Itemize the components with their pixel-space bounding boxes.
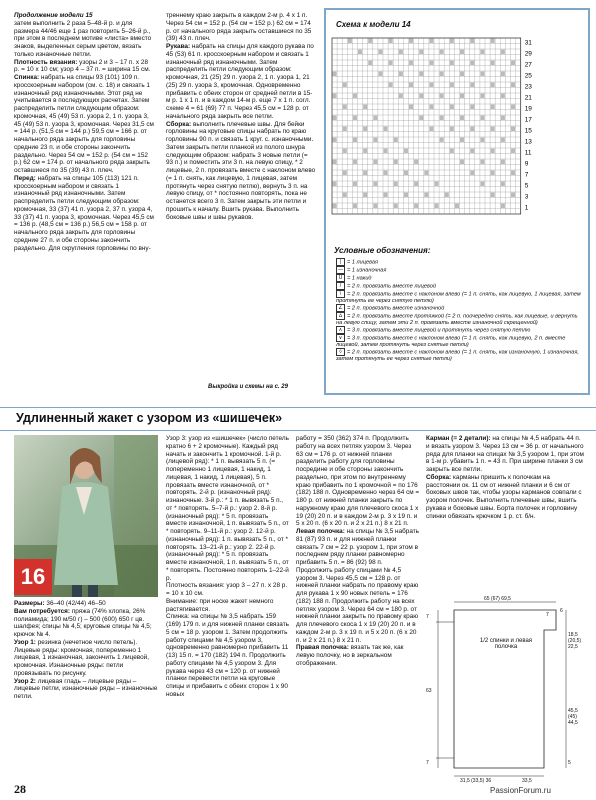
shaded-cell [470, 39, 474, 44]
shaded-cell [470, 83, 474, 88]
shaded-cell [333, 160, 337, 165]
legend-text: = 3 п. провязать вместе лицевой и протянуть через снятую петлю [347, 327, 531, 334]
shaded-cell [491, 127, 495, 132]
shaded-cell [389, 61, 393, 66]
row-number: 21 [524, 94, 532, 102]
shaded-cell [414, 182, 418, 187]
shaded-cell [353, 116, 357, 121]
shaded-cell [419, 50, 423, 55]
shaded-cell [409, 61, 413, 66]
shaded-cell [460, 138, 464, 143]
shaded-cell [501, 94, 505, 99]
paragraph [14, 600, 158, 608]
shaded-cell [353, 204, 357, 209]
paragraph: Внимание: при носке жакет немного растягивается. [166, 597, 274, 613]
shaded-cell [429, 83, 433, 88]
shaded-cell [333, 72, 337, 77]
row-number: 15 [524, 127, 532, 135]
shaded-cell [501, 138, 505, 143]
shaded-cell [491, 171, 495, 176]
diagram-panel [324, 8, 590, 395]
shaded-cell [419, 94, 423, 99]
shaded-cell [343, 105, 347, 110]
dim-right-bottom: 5 [568, 760, 571, 766]
shaded-cell [440, 72, 444, 77]
row-number: 13 [524, 138, 532, 146]
legend-symbol: ∠ [336, 304, 345, 312]
shaded-cell [491, 193, 495, 198]
shaded-cell [399, 72, 403, 77]
site-watermark: PassionForum.ru [490, 786, 551, 795]
text: на спицы № 4,5 набрать 44 п. и вязать узором 3. Через 13 см = 36 р. от начального ряда для планки на спицах № 3,5 узором 1, при этом в 1-м р. убавить 1 п. = 43 п. При ширине планки 3 см закрыть все петли. [426, 435, 584, 473]
legend-text: = 3 п. провязать вместе с наклоном влево (= 1 п. снять, как лицевую, 2 п. вместе лицевой, затем протянуть через снятые петли) [336, 335, 566, 349]
shaded-cell [450, 105, 454, 110]
text-column-2 [166, 12, 316, 221]
paragraph: работу = 350 (362) 374 п. Продолжить работу на всех петлях узором 3. Через 63 см = 176 р. от нижней планки разделить работу для горловины посредине и обе стороны закончить раздельно, при этом по внутреннему краю прибавить по 1 кромочной = по 176 (182) 188 п. Одновременно через 64 см = 180 р. от нижней планки закрыть по наружному краю для плечевого скоса 1 х 19 (20) 20 п. и в каждом 2-м р. 3 х 19 п. и 5 х 20 п. (6 х 20 п. и 2 х 21 п.) 8 х 21 п. [296, 435, 420, 528]
shaded-cell [389, 39, 393, 44]
section-title-bar [0, 407, 596, 431]
text-column-5 [296, 435, 420, 668]
shaded-cell [424, 171, 428, 176]
row-number: 25 [524, 72, 532, 80]
shaded-cell [333, 138, 337, 143]
shaded-cell [384, 149, 388, 154]
legend-symbol: ∧ [336, 326, 345, 334]
text: лицевая гладь – лицевые ряды – лицевые петли, изнаночные ряды – изнаночные петли. [14, 677, 158, 700]
paragraph [426, 435, 584, 474]
legend-text: = 1 накид [347, 275, 372, 282]
legend-text: = 2 п. провязать вместе протяжкой (= 2 п. поочередно снять, как лицевые, и вернуть на левую спицу, затем эти 2 п. провязать вместе изнаночной скрещенной) [336, 313, 578, 327]
paragraph [426, 474, 584, 521]
shaded-cell [491, 39, 495, 44]
shaded-cell [501, 204, 505, 209]
shaded-cell [440, 116, 444, 121]
label: Левая полочка: [296, 528, 345, 535]
dim-bottom-right: 33,5 [522, 778, 532, 784]
shaded-cell [343, 83, 347, 88]
shaded-cell [363, 171, 367, 176]
text-column-4 [166, 435, 290, 699]
paragraph [14, 678, 158, 701]
shaded-cell [373, 182, 377, 187]
shaded-cell [501, 160, 505, 165]
text: на спицы № 3,5 набрать 81 (87) 93 п. и для нижней планки связать 7 см = 22 р. узором 1, при этом в последнем ряду планки равномерно прибавить 5 п. = 86 (92) 98 п. Продолжить работу спицами № 4,5 узором 3. Через 45,5 см = 128 р. от нижней планки набрать по правому краю для рукава 1 х 90 новых петель = 176 (182) 188 п. Продолжить работу на всех петлях узором 3. Через 64 см = 180 р. от нижней планки закрыть по правому краю для плечевого скоса 1 х 19 (20) 20 п. и в каждом 2-м р. 3 х 19 п. и 5 х 20 п. (6 х 20 п. и 2 х 21 п.) 8 х 21 п. [296, 528, 420, 644]
text: узоры 2 и 3 – 17 п. х 28 р. = 10 х 10 см; узор 4 – 37 п. = ширина 15 см. [14, 58, 151, 74]
paragraph [14, 74, 154, 175]
shaded-cell [445, 193, 449, 198]
legend-text: = 1 лицевая [347, 259, 378, 266]
label: Правая полочка: [296, 644, 349, 652]
shaded-cell [480, 138, 484, 143]
shaded-cell [501, 116, 505, 121]
shaded-cell [511, 171, 515, 176]
shaded-cell [480, 182, 484, 187]
text: 36–40 (42/44) 46–50 [44, 600, 106, 607]
legend-symbol: U [336, 274, 345, 282]
shaded-cell [394, 138, 398, 143]
legend-symbol: ∆ [336, 312, 345, 320]
shaded-cell [389, 83, 393, 88]
shaded-cell [511, 193, 515, 198]
row-number: 9 [524, 160, 529, 168]
shaded-cell [363, 149, 367, 154]
row-number: 1 [524, 204, 529, 212]
text: набрать на спицы 93 (101) 109 п. кросскоерным набором (см. с. 18) и связать 1 изнаночный ряд изнаночными. Этот ряд не учитывается в последующих расчетах. Затем распределить петли следующим образом: кромочная, 45 (49) 53 п. узора 2, 1 п. узора 3, 45 (49) 53 п. узора 3, кромочная. Через 31,5 см = 144 р. (51,5 см = 144 р.) 59,5 см = 166 р. от начального ряда закрыть для горловины средние 23 п. и обе стороны закончить раздельно. Через 54 см = 152 р. (54 см = 152 р.) 62 см = 174 р. от начального ряда закрыть оставшиеся по 35 (39) 43 п. плеч. [14, 74, 154, 174]
shaded-cell [511, 127, 515, 132]
shaded-cell [363, 193, 367, 198]
shaded-cell [343, 127, 347, 132]
row-number: 31 [524, 39, 532, 47]
shaded-cell [450, 149, 454, 154]
schematic-label: 1/2 спинки и левая полочка [479, 638, 533, 650]
dim-left-bottom: 7 [426, 760, 429, 766]
shaded-cell [404, 193, 408, 198]
paragraph [296, 644, 420, 667]
shaded-cell [429, 127, 433, 132]
paragraph [14, 639, 158, 678]
shaded-cell [480, 72, 484, 77]
shaded-cell [511, 149, 515, 154]
shaded-cell [460, 160, 464, 165]
shaded-cell [460, 50, 464, 55]
shaded-cell [394, 204, 398, 209]
legend-text: = 2 п. провязать вместе с наклоном влево (= 1 п. снять, как изнаночную, 1 изнаночная, затем протянуть ее через снятые петли) [336, 349, 579, 363]
shaded-cell [480, 50, 484, 55]
shaded-cell [460, 116, 464, 121]
shaded-cell [511, 105, 515, 110]
row-number: 7 [524, 171, 529, 179]
shaded-cell [491, 105, 495, 110]
text: набрать на спицы 105 (113) 121 п. кросскоерным набором и связать 1 изнаночный ряд изнаночными. Затем распределить петли следующим образом: кромочная, 33 (37) 41 п. узора 2, 37 п. узора 4, 33 (37) 41 п. узора 3, кромочная. Через 45,5 см = 136 р. (48,5 см = 136 р.) 56,5 см = 158 р. от начального ряда закрыть для горловины средние 27 п. и обе стороны закончить раздельно. Для скругления горловины по вну- [14, 174, 154, 252]
shaded-cell [450, 61, 454, 66]
text-column-3 [14, 600, 158, 701]
label: Размеры: [14, 600, 45, 607]
legend-title: Условные обозначения: [334, 246, 431, 255]
legend-text: = 2 п. провязать вместе с наклоном влево (= 1 п. снять, как лицевую, 1 лицевая, затем протянуть ее через снятую петлю) [336, 291, 581, 305]
shaded-cell [435, 182, 439, 187]
dim-bottom-left: 31,5 (33,5) 36 [460, 778, 492, 784]
paragraph: Узор 3: узор из «шишечек» (число петель кратно 6 + 2 кромочные). Каждый ряд начать и закончить 1 кромочной. 1-й р. (лицевой ряд): * 1 п. вывязать 5 п. (= попеременно 1 лицевая, 1 накид, 1 лицевая, 1 накид, 1 лицевая), 5 п. провязать вместе изнаночной, от * повторять. 2-й р. (изнаночный ряд): изнаночные. 3-й р.: * 1 п. вывязать 5 п., от * повторять. 5–7-й р.: узор 2. 8-й р. (изнаночный ряд): * 5 п. провязать вместе изнаночной, 1 п. вывязать 5 п., от * повторять. 9–11-й р.: узор 2. 12-й р. (изнаночный ряд): 1 п. вывязать 5 п., от * повторять. 13–21-й р.: узор 2. 22-й р. (изнаночный ряд): * 5 п. провязать вместе изнаночной, 1 п. вывязать 5 п., от * повторять. Постоянно повторять 1–22-й р. [166, 435, 289, 582]
text: вязать так же, как левую полочку, но в зеркальном отображении. [296, 644, 404, 667]
shaded-cell [363, 105, 367, 110]
shaded-cell [511, 61, 515, 66]
shaded-cell [333, 182, 337, 187]
shaded-cell [501, 72, 505, 77]
shaded-cell [399, 50, 403, 55]
text: резинка (нечетное число петель). Лицевые ряды: кромочная, попеременно 1 лицевая, 1 изнаночная, закончить 1 лицевой, кромочная. Изнаночные ряды: петли провязывать по рисунку. [14, 638, 149, 677]
model-photo [14, 435, 158, 597]
shaded-cell [414, 204, 418, 209]
model-number-badge: 16 [14, 559, 52, 595]
garment-schematic [426, 588, 586, 788]
shaded-cell [399, 94, 403, 99]
shaded-cell [501, 50, 505, 55]
shaded-cell [404, 171, 408, 176]
footnote: Выкройка и схемы на с. 29 [208, 384, 288, 390]
paragraph [296, 528, 420, 644]
shaded-cell [368, 39, 372, 44]
shaded-cell [333, 116, 337, 121]
shaded-cell [440, 138, 444, 143]
legend-symbol: ∨ [336, 334, 345, 342]
paragraph [166, 43, 316, 121]
paragraph: треннему краю закрыть в каждом 2-м р. 4 х 1 п. Через 54 см = 152 р. (54 см = 152 р.) 62 см = 174 р. от начального ряда закрыть оставшиеся по 35 (39) 43 п. плеч. [166, 12, 312, 43]
dim-height: 63 [426, 688, 432, 694]
shaded-cell [480, 160, 484, 165]
page-number: 28 [14, 782, 26, 796]
shaded-cell [353, 94, 357, 99]
text-column-1 [14, 12, 154, 252]
shaded-cell [450, 39, 454, 44]
paragraph [166, 121, 316, 222]
shaded-cell [333, 94, 337, 99]
shaded-cell [435, 204, 439, 209]
legend-text: = 2 п. провязать вместе изнаночной [347, 305, 445, 312]
shaded-cell [343, 171, 347, 176]
knitting-chart [326, 30, 588, 230]
row-number: 3 [524, 193, 529, 201]
label: Вам потребуется: [14, 607, 71, 615]
shaded-cell [373, 160, 377, 165]
shaded-cell [491, 61, 495, 66]
shaded-cell [333, 204, 337, 209]
paragraph [14, 59, 154, 75]
section-title: Удлиненный жакет с узором из «шишечек» [16, 411, 283, 425]
text: выполнить плечевые швы. Для бейки горловины на круговые спицы набрать по краю горловины 90 п. и связать 1 круг. с. изнаночными. Затем закрыть петли планкой из полого шнура следующим образом: набрать 3 новые петли (= 93 п.) и поместить эти 3 п. на левую спицу, * 2 лицевые, 2 п. провязать вместе с наклоном влево (= 1 п. снять, как лицевую, 1 лицевая, затем протянуть через снятую петлю), вернуть 3 п. на левую спицу, от * постоянно повторять, пока не останется всего 3 п. Затем закрыть эти петли и прошить к началу. Вшить рукава. Выполнить боковые швы и швы рукавов. [166, 120, 316, 221]
shaded-cell [363, 127, 367, 132]
shaded-cell [424, 193, 428, 198]
shaded-cell [373, 116, 377, 121]
paragraph [14, 608, 158, 639]
shaded-cell [511, 83, 515, 88]
shaded-cell [450, 83, 454, 88]
shaded-cell [501, 182, 505, 187]
shaded-cell [373, 138, 377, 143]
row-number: 17 [524, 116, 532, 124]
shaded-cell [348, 39, 352, 44]
shaded-cell [419, 116, 423, 121]
shaded-cell [394, 160, 398, 165]
shaded-cell [491, 149, 495, 154]
paragraph [14, 175, 154, 253]
paragraph: Плотность вязания: узор 3 – 27 п. х 28 р. = 10 х 10 см. [166, 582, 288, 597]
shaded-cell [480, 116, 484, 121]
heading-continuation: Продолжение модели 15 [14, 12, 93, 19]
dim-shoulder: 6 [560, 608, 563, 614]
legend-symbol: ◊ [336, 348, 345, 356]
label: Перед: [14, 174, 36, 182]
shaded-cell [384, 171, 388, 176]
label: Узор 2: [14, 677, 36, 685]
shaded-cell [450, 127, 454, 132]
label: Сборка: [426, 473, 452, 481]
row-number: 11 [524, 149, 532, 157]
paragraph: Спинка: на спицы № 3,5 набрать 159 (169) 179 п. и для нижней планки связать 5 см = 18 р. узором 1. Затем продолжить работу спицами № 4,5 узором 3, одновременно равномерно прибавить 11 (13) 15 п. = 170 (182) 194 п. Продолжить работу спицами № 4,5 узором 3. Для рукава через 43 см = 120 р. от нижней планки перевести петли на круговые спицы и прибавить с обеих сторон 1 х 90 новых [166, 613, 289, 698]
legend-item [336, 348, 581, 363]
shaded-cell [470, 105, 474, 110]
shaded-cell [429, 39, 433, 44]
diagram-title: Схема к модели 14 [336, 20, 411, 29]
row-number: 5 [524, 182, 529, 190]
shaded-cell [429, 105, 433, 110]
shaded-cell [440, 50, 444, 55]
row-number: 19 [524, 105, 532, 113]
shaded-cell [480, 94, 484, 99]
text: пряжа (74% хлопка, 26% полиамида; 190 м/50 г) – 500 (600) 650 г цв. шалфея; спицы № 4,5; круговые спицы № 4,5; крючок № 4. [14, 607, 152, 638]
text: карманы пришить к полочкам на расстоянии ок. 11 см от нижней планки и 6 см от боковых швов так, чтобы узоры карманов совпали с узором полочек. Выполнить плечевые швы, вшить рукава и боковые швы. Борта полочек и горловину спинки обвязать крючком 1 р. ст. б/н. [426, 473, 582, 520]
shaded-cell [384, 127, 388, 132]
shaded-cell [384, 193, 388, 198]
row-number: 29 [524, 50, 532, 58]
shaded-cell [373, 204, 377, 209]
dim-right2: 45,5 (45) 44,5 [568, 708, 578, 726]
shaded-cell [414, 160, 418, 165]
row-number: 27 [524, 61, 532, 69]
shaded-cell [358, 50, 362, 55]
dim-top-width: 65 (67) 69,5 [484, 596, 511, 602]
label: Узор 1: [14, 638, 36, 646]
shaded-cell [409, 105, 413, 110]
shaded-cell [353, 160, 357, 165]
shaded-cell [491, 83, 495, 88]
shaded-cell [378, 50, 382, 55]
text-column-6 [426, 435, 584, 520]
legend-symbol: — [338, 267, 343, 273]
shaded-cell [368, 61, 372, 66]
shaded-cell [409, 83, 413, 88]
label: Рукава: [166, 43, 191, 50]
label: Сборка: [166, 120, 192, 128]
label: Карман (= 2 детали): [426, 435, 491, 442]
legend-text: = 1 изнаночная [347, 267, 387, 274]
shaded-cell [470, 61, 474, 66]
shaded-cell [440, 94, 444, 99]
shaded-cell [343, 149, 347, 154]
schematic-drawing [426, 588, 586, 788]
shaded-cell [470, 171, 474, 176]
legend-symbol: | [336, 258, 345, 266]
shaded-cell [470, 127, 474, 132]
shaded-cell [353, 138, 357, 143]
paragraph: затем выполнить 2 раза 5–48-й р. и для размера 44/46 еще 1 раз повторить 5–26-й р., при этом в последнем мотиве «листа» вместо знаков, выделенных серым цветом, вязать только изнаночные петли. [14, 19, 152, 58]
legend-text: = 2 п. провязать вместе лицевой [347, 283, 436, 290]
dim-left-top: 7 [426, 614, 429, 620]
shaded-cell [343, 193, 347, 198]
shaded-cell [409, 39, 413, 44]
shaded-cell [455, 204, 459, 209]
shaded-cell [353, 182, 357, 187]
shaded-cell [419, 72, 423, 77]
label: Плотность вязания: [14, 58, 78, 66]
shaded-cell [394, 182, 398, 187]
row-number: 23 [524, 83, 532, 91]
shaded-cell [429, 61, 433, 66]
shaded-cell [404, 149, 408, 154]
dim-right-top: 7 [546, 612, 549, 618]
dim-right1: 18,5 (20,5) 22,5 [568, 632, 582, 650]
legend-symbol: / [336, 282, 345, 290]
shaded-cell [470, 149, 474, 154]
legend-symbol: \ [336, 290, 345, 298]
shaded-cell [460, 72, 464, 77]
text: набрать на спицы для каждого рукава по 45 (53) 61 п. кросскоерным набором и связать 1 изнаночный ряд изнаночными. Затем распределить петли следующим образом: кромочная, 21 (25) 29 п. узора 2, 1 п. узора 1, 21 (25) 29 п. узора 3, кромочная. Одновременно прибавить с обеих сторон от средней петли в 15-м р. 1 х 1 п. и в каждом 14-м р. еще 7 х 1 п. согл. схеме 4 = 61 (69) 77 п. Через 45,5 см = 128 р. от начального ряда закрыть все петли. [166, 43, 314, 120]
label: Спинка: [14, 74, 40, 81]
shaded-cell [460, 94, 464, 99]
shaded-cell [378, 72, 382, 77]
